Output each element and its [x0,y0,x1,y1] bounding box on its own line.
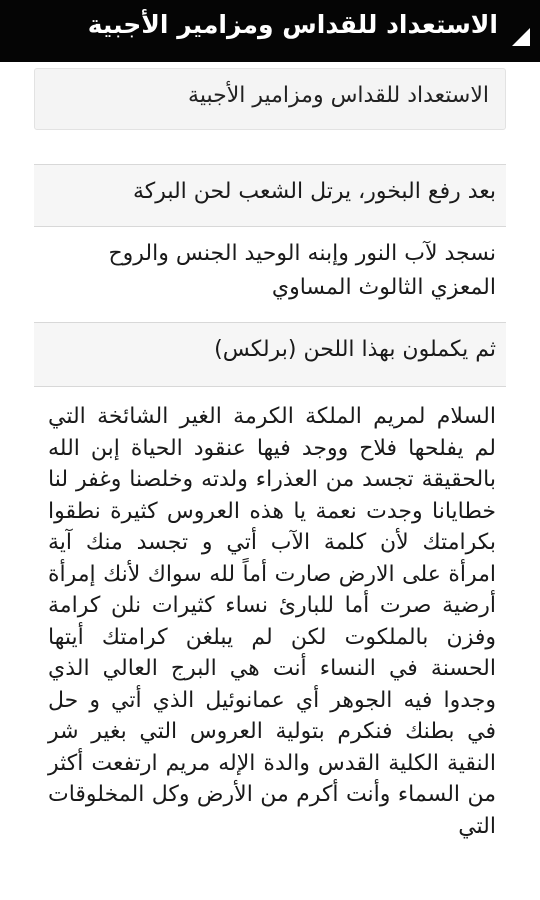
list-item [34,164,506,226]
section-header-title: الاستعداد للقداس ومزامير الأجبية [188,83,489,108]
overflow-corner-icon[interactable] [512,28,530,46]
list-item [34,322,506,386]
app-title: الاستعداد للقداس ومزامير الأجبية [87,10,498,39]
list-item [34,226,506,322]
content-scroll-area[interactable] [0,62,540,900]
section-header [34,68,506,130]
list-item-text: بعد رفع البخور، يرتل الشعب لحن البركة [132,179,496,204]
prayer-body-text: السلام لمريم الملكة الكرمة الغير الشائخة التي لم يفلحها فلاح ووجد فيها عنقود الحياة إبن الله بالحقيقة تجسد من العذراء ولدته وخلصنا وغفر لنا خطايانا وجدت نعمة يا هذه العروس كثيرة نطقوا بكرامتك لأن كلمة الآب أتي و تجسد منك آية امرأة على الارض صارت أماً لله سواك لأنك إمرأة أرضية صرت أما للبارئ نساء كثيرات نلن كرامة وفزن بالملكوت لكن لم يبلغن كرامتك أيتها الحسنة في النساء أنت هي البرج العالي الذي وجدوا فيه الجوهر أي عمانوئيل الذي أتي و حل في بطنك فنكرم بتولية العروس التي بغير شر النقية الكلية القدس والدة الإله مريم ارتفعت أكثر من السماء وأنت أكرم من الأرض وكل المخلوقات التي [34,386,506,842]
list-item-text: ثم يكملون بهذا اللحن (برلكس) [214,337,496,362]
prayer-list [34,164,506,842]
list-item-text: نسجد لآب النور وإبنه الوحيد الجنس والروح المعزي الثالوث المساوي [108,241,496,300]
action-bar [0,0,540,62]
